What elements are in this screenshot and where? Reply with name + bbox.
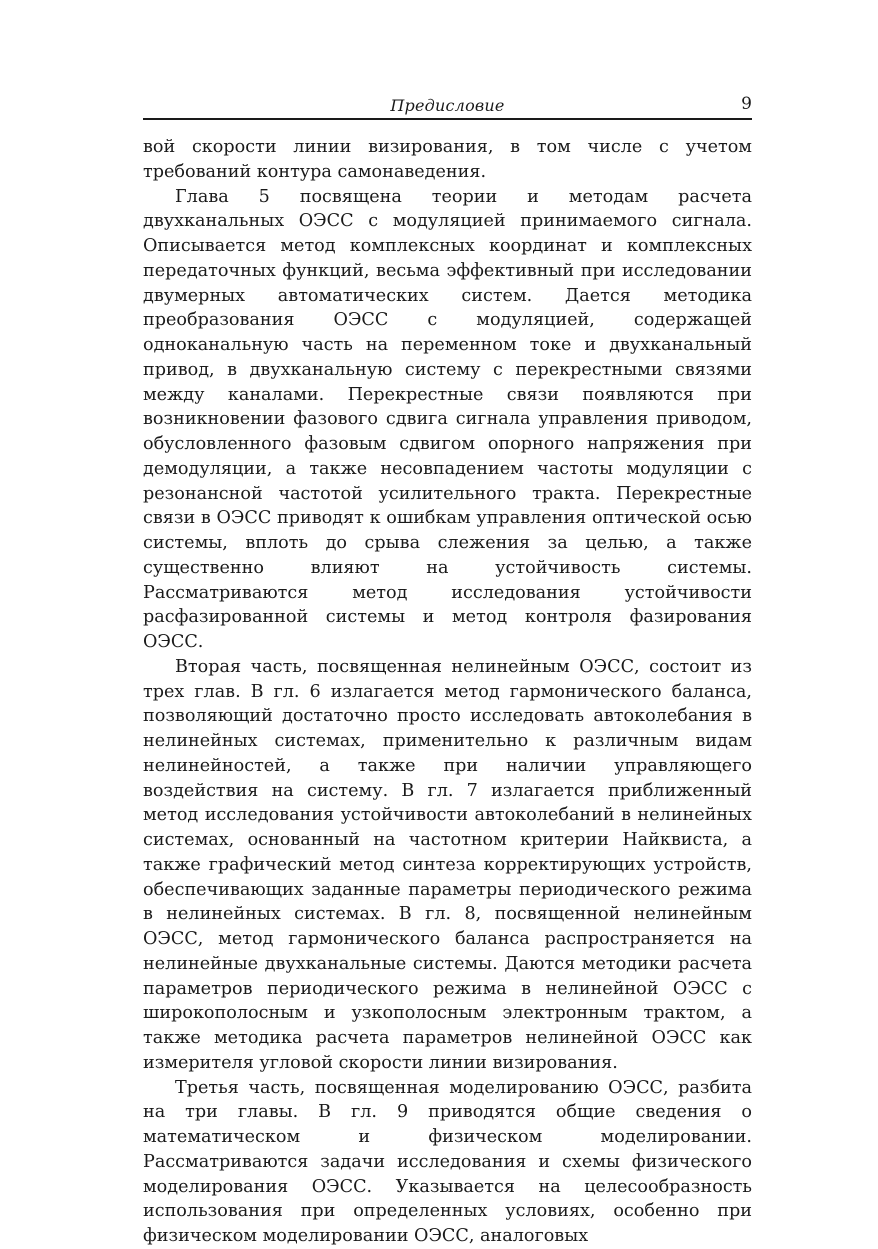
running-title: Предисловие [390,96,505,115]
body-text [143,135,752,1249]
book-page [143,92,752,1249]
page-number: 9 [741,94,752,114]
paragraph-continuation: вой скорости линии визирования, в том числе с учетом требований контура самонаведения. [143,137,752,182]
running-header [143,92,752,120]
paragraph-chapter-5: Глава 5 посвящена теории и методам расчета двухканальных ОЭСС с модуляцией принимаемого сигнала. Описывается метод комплексных координат и комплексных передаточных функций, весьма эффективный при исследовании двумерных автоматических систем. Дается методика преобразования ОЭСС с модуляцией, содержащей одноканальную часть на переменном токе и двухканальный привод, в двухканальную систему с перекрестными связями между каналами. Перекрестные связи появляются при возникновении фазового сдвига сигнала управления приводом, обусловленного фазовым сдвигом опорного напряжения при демодуляции, а также несовпадением частоты модуляции с резонансной частотой усилительного тракта. Перекрестные связи в ОЭСС приводят к ошибкам управления оптической осью системы, вплоть до срыва слежения за целью, а также существенно влияют на устойчивость системы. Рассматриваются метод исследования устойчивости расфазированной системы и метод контроля фазирования ОЭСС. [143,186,752,652]
paragraph-part-three: Третья часть, посвященная моделированию ОЭСС, разбита на три главы. В гл. 9 приводятся общие сведения о математическом и физическом моделировании. Рассматриваются задачи исследования и схемы физического моделирования ОЭСС. Указывается на целесообразность использования при определенных условиях, особенно при физическом моделировании ОЭСС, аналоговых [143,1077,752,1246]
paragraph-part-two: Вторая часть, посвященная нелинейным ОЭСС, состоит из трех глав. В гл. 6 излагается метод гармонического баланса, позволяющий достаточно просто исследовать автоколебания в нелинейных системах, применительно к различным видам нелинейностей, а также при наличии управляющего воздействия на систему. В гл. 7 излагается приближенный метод исследования устойчивости автоколебаний в нелинейных системах, основанный на частотном критерии Найквиста, а также графический метод синтеза корректирующих устройств, обеспечивающих заданные параметры периодического режима в нелинейных системах. В гл. 8, посвященной нелинейным ОЭСС, метод гармонического баланса распространяется на нелинейные двухканальные системы. Даются методики расчета параметров периодического режима в нелинейной ОЭСС с широкополосным и узкополосным электронным трактом, а также методика расчета параметров нелинейной ОЭСС как измерителя угловой скорости линии визирования. [143,656,752,1073]
